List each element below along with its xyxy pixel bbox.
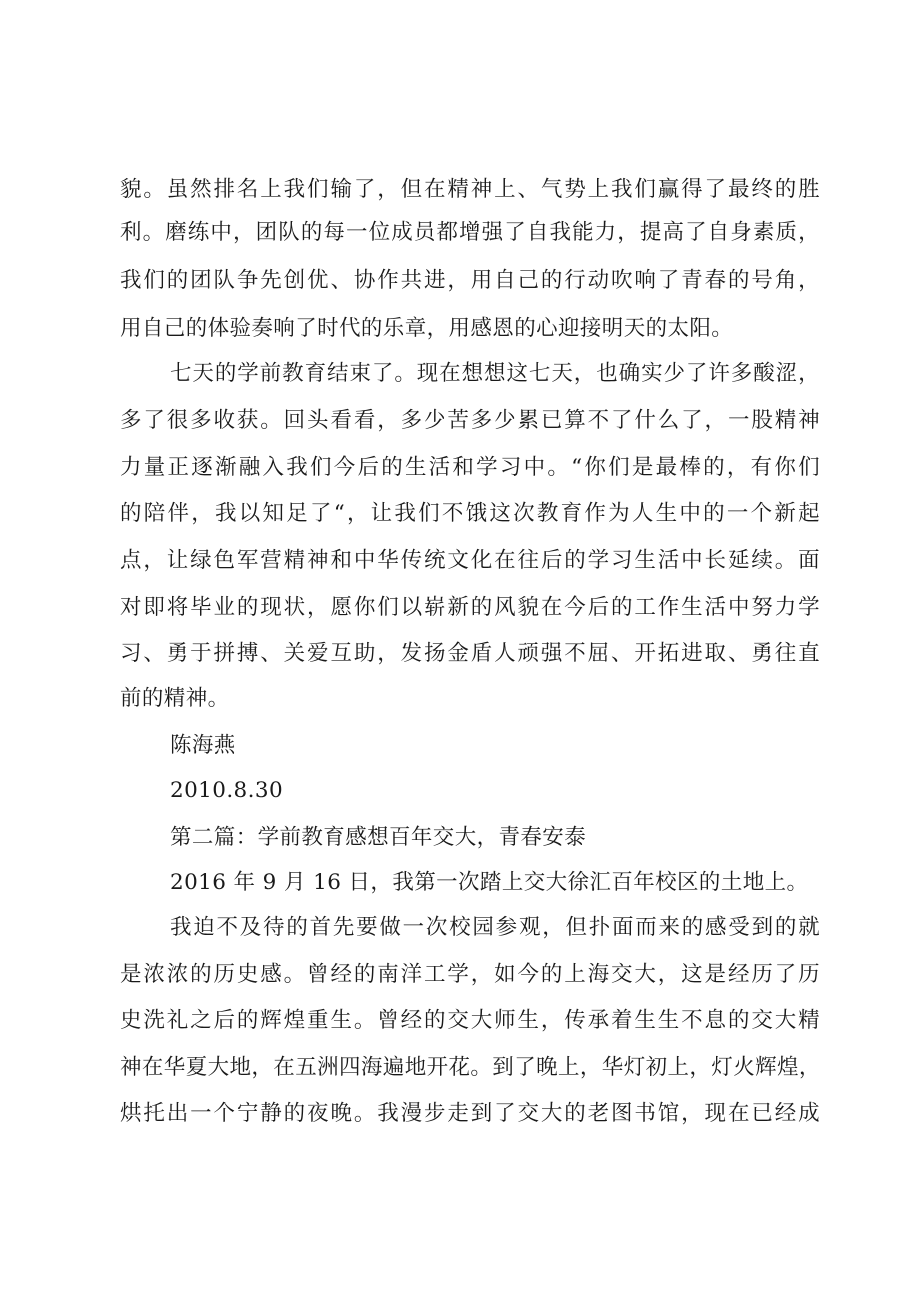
text-line: 对即将毕业的现状，愿你们以崭新的风貌在今后的工作生活中努力学: [120, 595, 820, 620]
text-line: 利。磨练中，团队的每一位成员都增强了自我能力，提高了自身素质，: [120, 220, 820, 245]
text-line: 点，让绿色军营精神和中华传统文化在往后的学习生活中长延续。面: [120, 548, 820, 573]
text-line: 我迫不及待的首先要做一次校园参观，但扑面而来的感受到的就: [170, 915, 820, 940]
text-line: 的陪伴，我以知足了“，让我们不饿这次教育作为人生中的一个新起: [120, 501, 820, 526]
text-line: 多了很多收获。回头看看，多少苦多少累已算不了什么了，一股精神: [120, 408, 820, 433]
text-line: 用自己的体验奏响了时代的乐章，用感恩的心迎接明天的太阳。: [120, 316, 734, 341]
text-line: 力量正逐渐融入我们今后的生活和学习中。“你们是最棒的，有你们: [120, 455, 820, 480]
text-line: 前的精神。: [120, 686, 230, 711]
text-line: 2016 年 9 月 16 日，我第一次踏上交大徐汇百年校区的土地上。: [170, 870, 809, 895]
date-line: 2010.8.30: [170, 778, 284, 803]
section-heading: 第二篇：学前教育感想百年交大，青春安泰: [170, 825, 587, 850]
text-line: 史洗礼之后的辉煌重生。曾经的交大师生，传承着生生不息的交大精: [120, 1008, 820, 1033]
text-line: 貌。虽然排名上我们输了，但在精神上、气势上我们赢得了最终的胜: [120, 177, 820, 202]
text-line: 是浓浓的历史感。曾经的南洋工学，如今的上海交大，这是经历了历: [120, 962, 820, 987]
text-line: 我们的团队争先创优、协作共进，用自己的行动吹响了青春的号角，: [120, 268, 820, 293]
author-name: 陈海燕: [170, 733, 236, 758]
text-line: 习、勇于拼搏、关爱互助，发扬金盾人顽强不屈、开拓进取、勇往直: [120, 641, 820, 666]
text-line: 七天的学前教育结束了。现在想想这七天，也确实少了许多酸涩，: [170, 361, 820, 386]
text-line: 神在华夏大地，在五洲四海遍地开花。到了晚上，华灯初上，灯火辉煌，: [120, 1055, 821, 1080]
text-line: 烘托出一个宁静的夜晚。我漫步走到了交大的老图书馆，现在已经成: [120, 1101, 820, 1126]
